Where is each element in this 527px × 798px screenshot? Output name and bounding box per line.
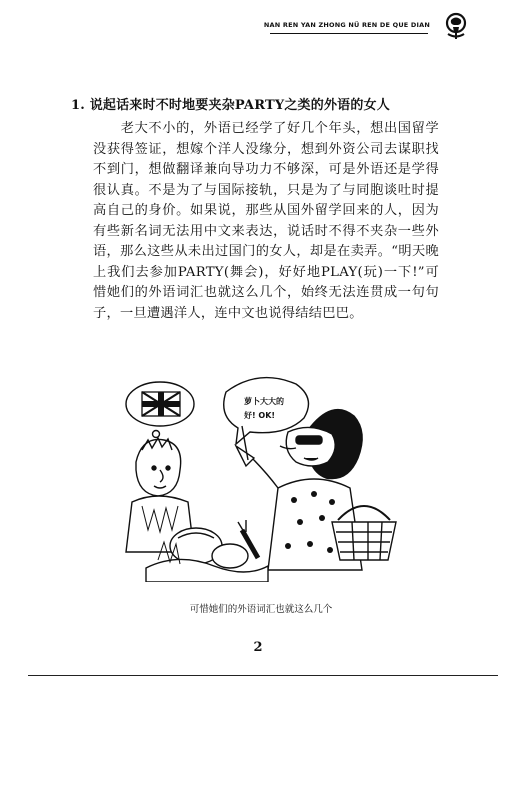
page-number: 2: [253, 640, 263, 655]
speech-line-2: 好! OK!: [244, 411, 276, 420]
fist-logo-icon: [443, 12, 469, 40]
figure-caption: 可惜她们的外语词汇也就这么几个: [189, 604, 333, 615]
footer-rule: [28, 675, 498, 676]
flag-icon: [142, 392, 180, 416]
section-title: 1. 说起话来时不时地要夹杂PARTY之类的外语的女人: [71, 98, 390, 113]
body-paragraph: 老大不小的，外语已经学了好几个年头，想出国留学没获得签证，想嫁个洋人没缘分，想到外资公司去谋职找不到门，想做翻译兼向导功力不够深，可是外语还是学得很认真。不是为了与国际接轨，只是为了与同胞谈吐时提高自己的身价。如果说，那些从国外留学回来的人，因为有些新名词无法用中文来表达，说话时不得不夹杂一些外语，那么这些从未出过国门的女人，却是在卖弄。“明天晚上我们去参加PARTY(舞会)，好好地PLAY(玩)一下!”可惜她们的外语词汇也就这么几个，始终无法连贯成一句句子，一旦遭遇洋人，连中文也说得结结巴巴。: [93, 121, 439, 321]
header-rule: [270, 33, 428, 34]
running-head: NAN REN YAN ZHONG NÜ REN DE QUE DIAN: [263, 21, 430, 29]
speech-line-1: 萝卜大大的: [244, 397, 284, 406]
cartoon-illustration: [118, 370, 400, 582]
